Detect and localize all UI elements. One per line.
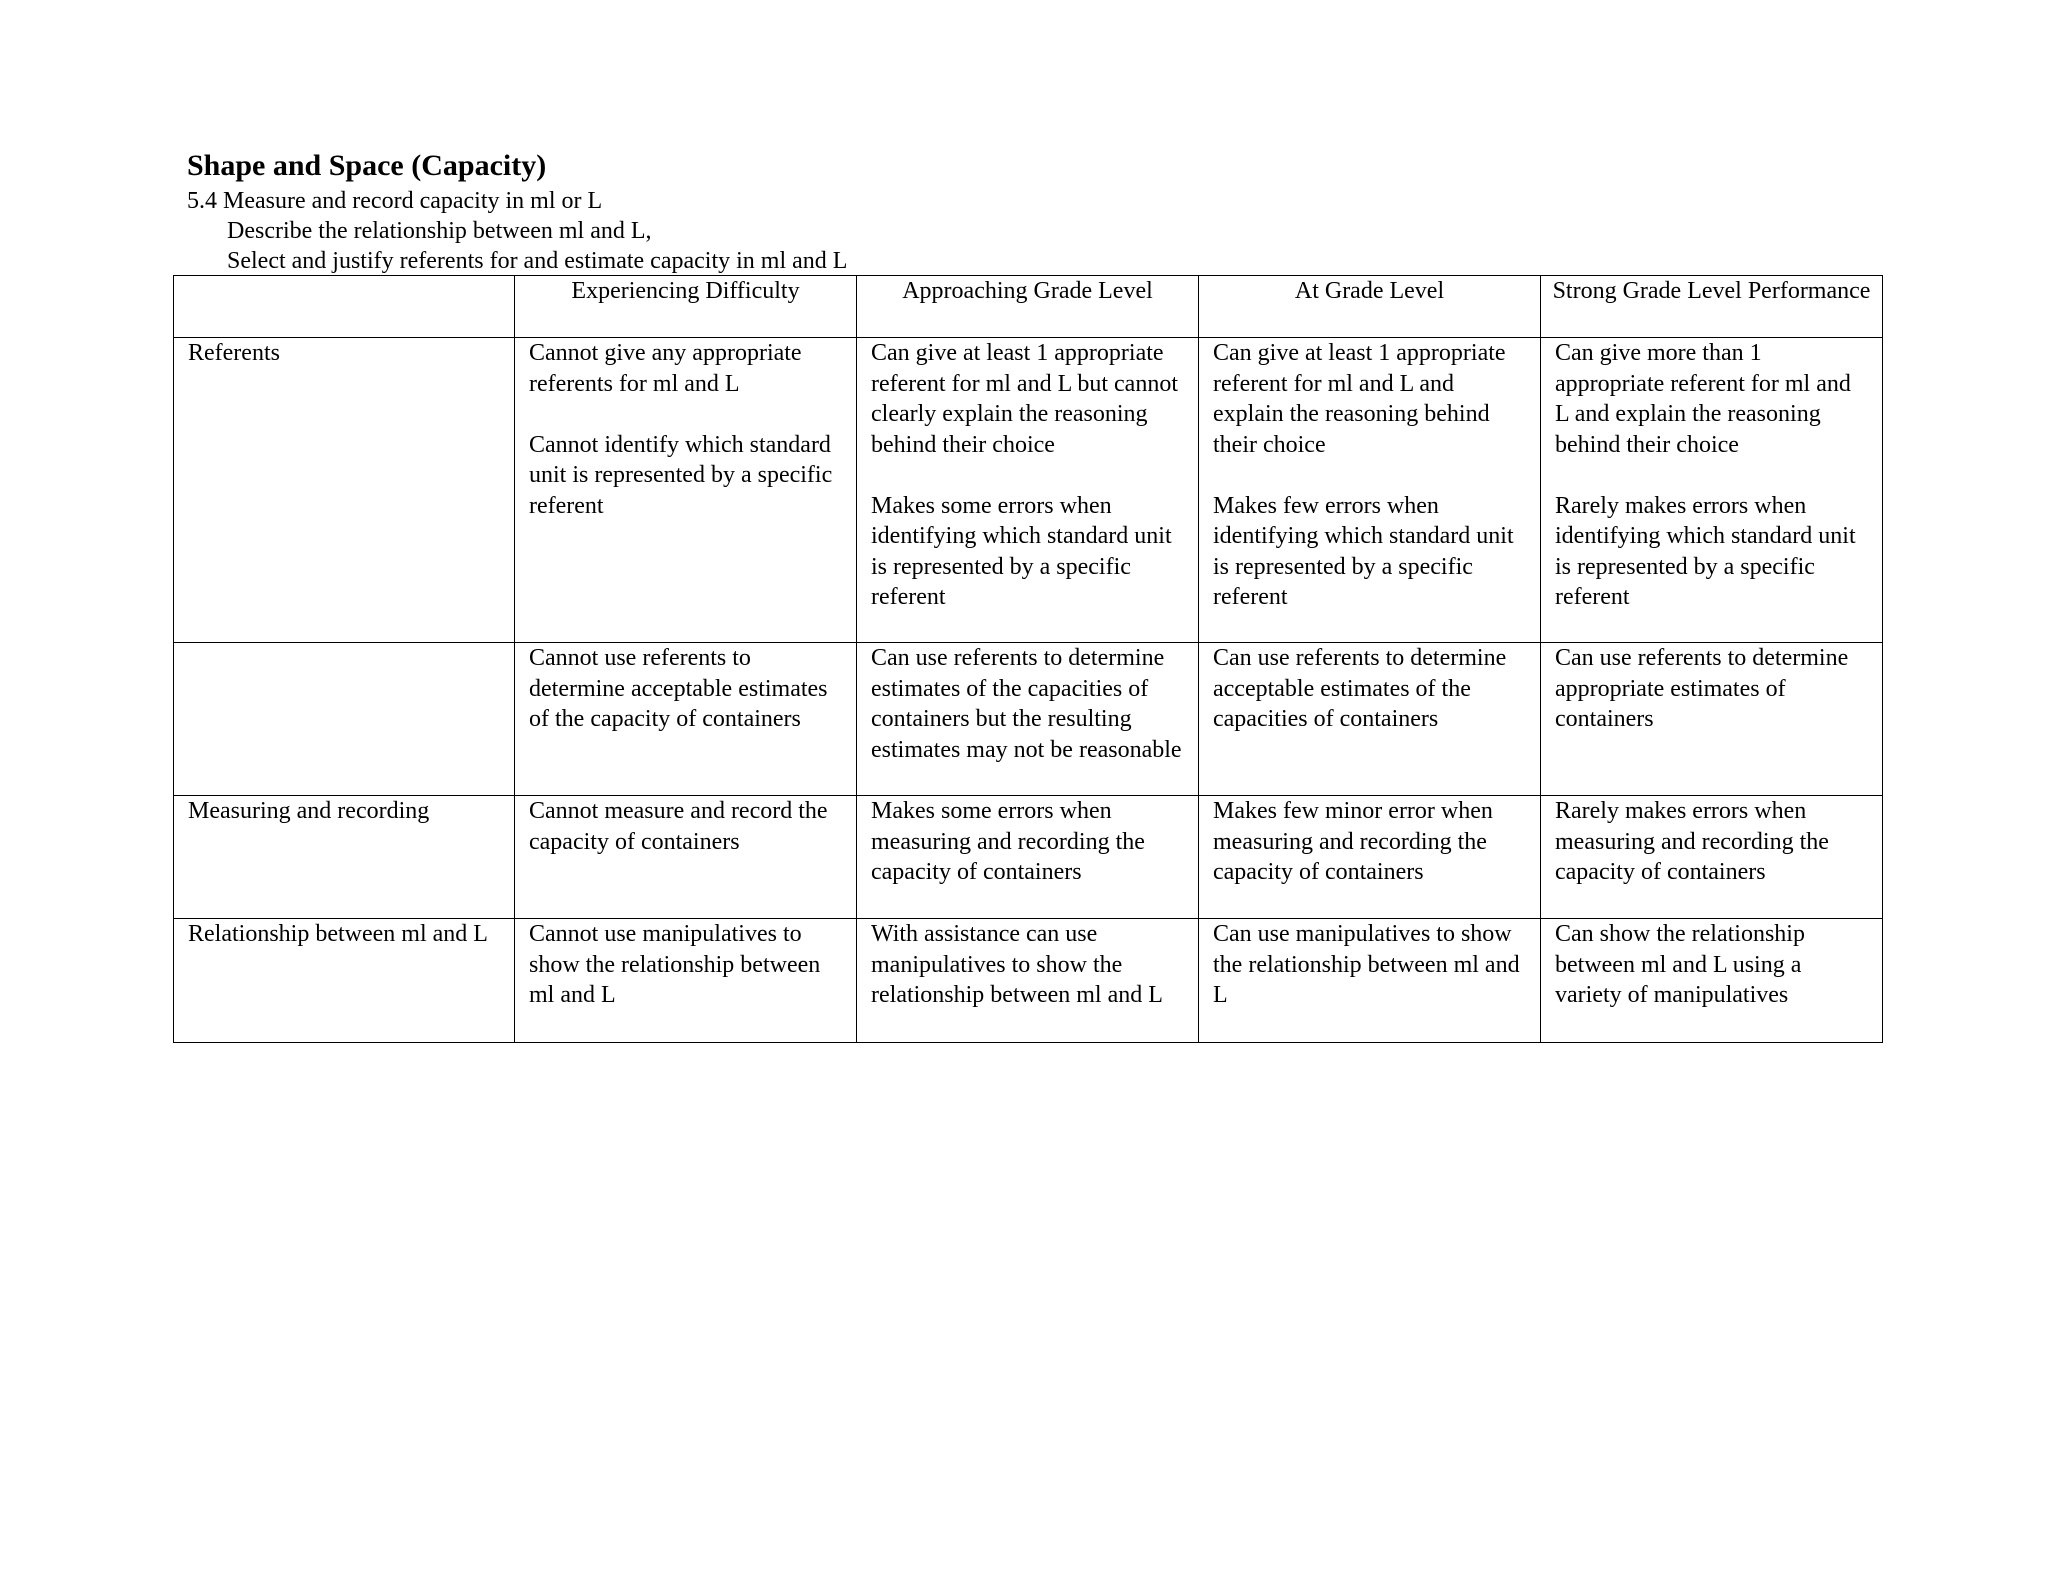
row-label-relationship: Relationship between ml and L — [174, 919, 515, 1043]
sub-outcome-relationship: Describe the relationship between ml and L, — [227, 218, 652, 244]
table-row — [174, 919, 1883, 1043]
table-row — [174, 338, 1883, 643]
table-cell: With assistance can use manipulatives to show the relationship between ml and L — [857, 919, 1199, 1043]
cell-paragraph: Rarely makes errors when identifying which standard unit is represented by a specific referent — [1555, 492, 1856, 610]
row-label-measuring-recording: Measuring and recording — [174, 796, 515, 919]
column-header-experiencing-difficulty: Experiencing Difficulty — [515, 276, 857, 338]
table-cell: Makes some errors when measuring and recording the capacity of containers — [857, 796, 1199, 919]
column-header-criteria — [174, 276, 515, 338]
row-label-estimates — [174, 643, 515, 796]
table-row — [174, 796, 1883, 919]
document-header — [187, 146, 1887, 276]
cell-paragraph: Can give more than 1 appropriate referent for ml and L and explain the reasoning behind their choice — [1555, 340, 1851, 458]
cell-paragraph: Makes few errors when identifying which standard unit is represented by a specific referent — [1213, 492, 1514, 610]
cell-paragraph: Cannot identify which standard unit is represented by a specific referent — [529, 431, 833, 519]
table-cell — [1199, 338, 1541, 643]
table-cell — [515, 338, 857, 643]
table-cell: Cannot use manipulatives to show the relationship between ml and L — [515, 919, 857, 1043]
table-cell: Cannot measure and record the capacity of containers — [515, 796, 857, 919]
table-cell: Can use manipulatives to show the relationship between ml and L — [1199, 919, 1541, 1043]
table-cell: Can show the relationship between ml and L using a variety of manipulatives — [1541, 919, 1883, 1043]
column-header-at-grade-level: At Grade Level — [1199, 276, 1541, 338]
table-cell: Can use referents to determine acceptable estimates of the capacities of containers — [1199, 643, 1541, 796]
table-cell — [1541, 338, 1883, 643]
column-header-approaching-grade-level: Approaching Grade Level — [857, 276, 1199, 338]
table-cell: Cannot use referents to determine acceptable estimates of the capacity of containers — [515, 643, 857, 796]
column-header-strong-grade-level: Strong Grade Level Performance — [1541, 276, 1883, 338]
table-row — [174, 643, 1883, 796]
cell-paragraph: Can give at least 1 appropriate referent for ml and L and explain the reasoning behind their choice — [1213, 340, 1506, 458]
sub-outcome-referents: Select and justify referents for and estimate capacity in ml and L — [227, 248, 848, 274]
table-cell: Makes few minor error when measuring and recording the capacity of containers — [1199, 796, 1541, 919]
rubric-table — [173, 275, 1883, 1043]
cell-paragraph: Can give at least 1 appropriate referent for ml and L but cannot clearly explain the reasoning behind their choice — [871, 340, 1178, 458]
table-cell: Rarely makes errors when measuring and recording the capacity of containers — [1541, 796, 1883, 919]
table-cell — [857, 338, 1199, 643]
row-label-referents: Referents — [174, 338, 515, 643]
cell-paragraph: Cannot give any appropriate referents for ml and L — [529, 340, 802, 397]
table-header-row — [174, 276, 1883, 338]
table-cell: Can use referents to determine appropriate estimates of containers — [1541, 643, 1883, 796]
page-title: Shape and Space (Capacity) — [187, 149, 547, 182]
outcome-statement: 5.4 Measure and record capacity in ml or L — [187, 188, 603, 214]
table-cell: Can use referents to determine estimates of the capacities of containers but the resulting estimates may not be reasonable — [857, 643, 1199, 796]
cell-paragraph: Makes some errors when identifying which standard unit is represented by a specific referent — [871, 492, 1172, 610]
